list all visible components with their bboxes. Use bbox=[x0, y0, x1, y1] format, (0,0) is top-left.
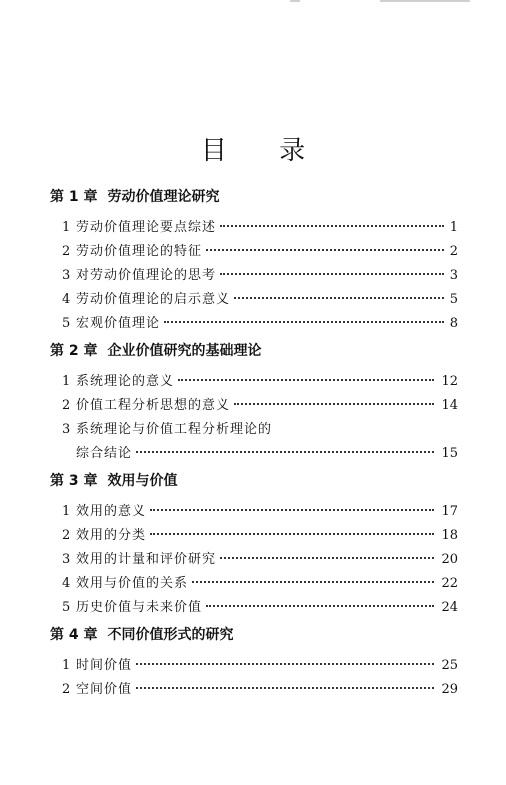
chapter-heading[interactable] bbox=[50, 186, 506, 212]
entry-title: 价值工程分析思想的意义 bbox=[76, 398, 231, 413]
entry-page: 5 bbox=[449, 292, 458, 307]
chapter-title: 不同价值形式的研究 bbox=[107, 627, 234, 643]
entry-page: 3 bbox=[449, 268, 458, 283]
entry-number: 3 bbox=[62, 552, 71, 567]
entry-title: 劳动价值理论要点综述 bbox=[76, 220, 217, 235]
page-title: 目 录 bbox=[200, 136, 328, 166]
dot-leader bbox=[206, 605, 434, 607]
chapter-title: 效用与价值 bbox=[107, 473, 178, 489]
chapter-4 bbox=[0, 624, 506, 702]
entry-page: 25 bbox=[441, 658, 458, 673]
chapter-1 bbox=[0, 186, 506, 336]
chapter-heading[interactable] bbox=[50, 340, 506, 366]
toc-entry[interactable] bbox=[62, 394, 458, 418]
dot-leader bbox=[136, 663, 434, 665]
entry-page: 17 bbox=[441, 504, 458, 519]
entry-number: 2 bbox=[62, 682, 71, 697]
entry-number: 2 bbox=[62, 528, 71, 543]
toc-entry[interactable] bbox=[62, 654, 458, 678]
entry-title: 空间价值 bbox=[76, 682, 133, 697]
entry-title: 劳动价值理论的启示意义 bbox=[76, 292, 231, 307]
chapter-title: 企业价值研究的基础理论 bbox=[107, 343, 262, 359]
toc-entry[interactable] bbox=[62, 678, 458, 702]
entry-page: 12 bbox=[441, 374, 458, 389]
chapter-number: 第 2 章 bbox=[50, 343, 98, 359]
dot-leader bbox=[136, 687, 434, 689]
entry-title: 宏观价值理论 bbox=[76, 316, 161, 331]
dot-leader bbox=[234, 297, 444, 299]
dot-leader bbox=[220, 273, 444, 275]
entry-page: 15 bbox=[441, 446, 458, 461]
chapter-number: 第 4 章 bbox=[50, 627, 98, 643]
entry-title: 效用的意义 bbox=[76, 504, 147, 519]
toc-entry[interactable] bbox=[62, 548, 458, 572]
entry-number: 5 bbox=[62, 316, 71, 331]
entry-title: 效用的分类 bbox=[76, 528, 147, 543]
table-of-contents bbox=[0, 186, 506, 702]
dot-leader bbox=[220, 557, 434, 559]
entry-page: 24 bbox=[441, 600, 458, 615]
entry-title: 劳动价值理论的特征 bbox=[76, 244, 203, 259]
chapter-number: 第 3 章 bbox=[50, 473, 98, 489]
entry-number: 2 bbox=[62, 244, 71, 259]
toc-entry[interactable] bbox=[62, 596, 458, 620]
entry-page: 18 bbox=[441, 528, 458, 543]
entry-number: 1 bbox=[62, 658, 71, 673]
chapter-2 bbox=[0, 340, 506, 466]
chapter-number: 第 1 章 bbox=[50, 189, 98, 205]
dot-leader bbox=[192, 581, 434, 583]
dot-leader bbox=[206, 249, 444, 251]
entry-page: 22 bbox=[441, 576, 458, 591]
toc-entry[interactable] bbox=[0, 418, 506, 466]
toc-entry[interactable] bbox=[62, 524, 458, 548]
entry-title-continued: 综合结论 bbox=[76, 446, 133, 461]
toc-entry[interactable] bbox=[62, 312, 458, 336]
toc-entry[interactable] bbox=[62, 288, 458, 312]
entry-number: 3 bbox=[62, 422, 71, 437]
chapter-3 bbox=[0, 470, 506, 620]
entry-title: 系统理论与价值工程分析理论的 bbox=[76, 422, 273, 437]
dot-leader bbox=[234, 403, 434, 405]
entry-number: 2 bbox=[62, 398, 71, 413]
entry-number: 1 bbox=[62, 374, 71, 389]
entry-page: 29 bbox=[441, 682, 458, 697]
entry-title: 效用与价值的关系 bbox=[76, 576, 189, 591]
toc-entry[interactable] bbox=[62, 240, 458, 264]
dot-leader bbox=[178, 379, 434, 381]
dot-leader bbox=[150, 509, 434, 511]
entry-number: 4 bbox=[62, 292, 71, 307]
entry-number: 1 bbox=[62, 504, 71, 519]
scan-edge-mark bbox=[270, 0, 470, 2]
entry-title: 历史价值与未来价值 bbox=[76, 600, 203, 615]
entry-number: 4 bbox=[62, 576, 71, 591]
toc-entry[interactable] bbox=[62, 264, 458, 288]
dot-leader bbox=[164, 321, 444, 323]
dot-leader bbox=[150, 533, 434, 535]
chapter-heading[interactable] bbox=[50, 470, 506, 496]
chapter-title: 劳动价值理论研究 bbox=[107, 189, 220, 205]
entry-number: 5 bbox=[62, 600, 71, 615]
entry-title: 对劳动价值理论的思考 bbox=[76, 268, 217, 283]
entry-page: 8 bbox=[449, 316, 458, 331]
entry-title: 效用的计量和评价研究 bbox=[76, 552, 217, 567]
dot-leader bbox=[136, 451, 434, 453]
toc-entry[interactable] bbox=[62, 572, 458, 596]
toc-entry[interactable] bbox=[62, 500, 458, 524]
entry-title: 时间价值 bbox=[76, 658, 133, 673]
entry-title: 系统理论的意义 bbox=[76, 374, 175, 389]
entry-page: 1 bbox=[449, 220, 458, 235]
entry-page: 2 bbox=[449, 244, 458, 259]
chapter-heading[interactable] bbox=[50, 624, 506, 650]
entry-number: 3 bbox=[62, 268, 71, 283]
dot-leader bbox=[220, 225, 444, 227]
entry-number: 1 bbox=[62, 220, 71, 235]
entry-page: 20 bbox=[441, 552, 458, 567]
toc-entry[interactable] bbox=[62, 216, 458, 240]
entry-page: 14 bbox=[441, 398, 458, 413]
toc-entry[interactable] bbox=[62, 370, 458, 394]
